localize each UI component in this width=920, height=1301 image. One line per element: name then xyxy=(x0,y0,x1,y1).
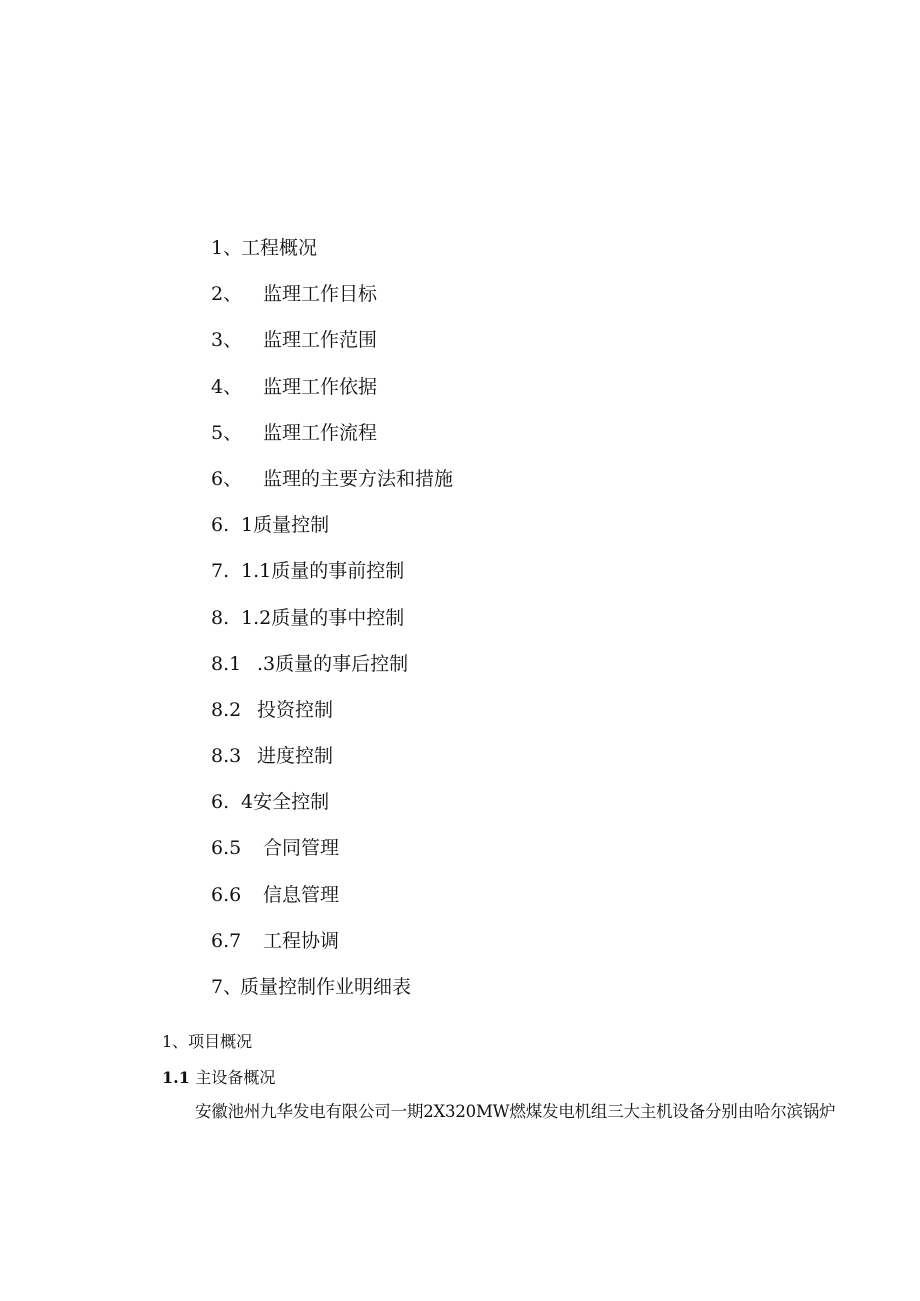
toc-entry-number: 6.5 xyxy=(211,837,242,860)
toc-entry-number: 8.3 xyxy=(211,745,242,768)
toc-entry-number: 6、 xyxy=(211,467,243,490)
toc-entry-title: 进度控制 xyxy=(257,745,334,768)
toc-entry-title: 监理工作依据 xyxy=(263,375,378,398)
subsection-heading xyxy=(162,1065,275,1088)
toc-entry-title: 信息管理 xyxy=(263,883,340,906)
toc-entry-number: 4、 xyxy=(211,375,243,398)
toc-entry-number: 6. xyxy=(211,791,230,814)
toc-entry-title: 监理的主要方法和措施 xyxy=(263,467,454,490)
toc-entry xyxy=(211,464,453,510)
toc-entry-number: 6. xyxy=(211,514,230,537)
toc-entry-title: 4安全控制 xyxy=(241,791,330,814)
toc-entry-number: 6.6 xyxy=(211,883,242,906)
toc-entry-title: 质量控制作业明细表 xyxy=(240,976,412,998)
toc-entry-title: 1质量控制 xyxy=(241,514,330,537)
toc-entry xyxy=(211,695,453,741)
toc-entry-number: 5、 xyxy=(211,421,243,444)
toc-entry-title: 投资控制 xyxy=(257,698,334,721)
toc-entry-title: 监理工作目标 xyxy=(263,283,378,306)
toc-entry xyxy=(211,233,453,279)
body-paragraph: 安徽池州九华发电有限公司一期2X320MW燃煤发电机组三大主机设备分别由哈尔滨锅炉 xyxy=(195,1102,836,1121)
toc-entry xyxy=(211,880,453,926)
toc-entry-title: 1.2质量的事中控制 xyxy=(241,606,405,629)
table-of-contents xyxy=(211,233,453,1018)
toc-entry xyxy=(211,418,453,464)
toc-entry-number: 8.2 xyxy=(211,698,242,721)
toc-entry xyxy=(211,972,453,1018)
toc-entry xyxy=(211,372,453,418)
toc-entry-number: 7. xyxy=(211,560,230,583)
toc-entry-title: 工程协调 xyxy=(263,929,340,952)
toc-entry-title: 工程概况 xyxy=(241,237,318,259)
toc-entry xyxy=(211,833,453,879)
toc-entry-number: 6.7 xyxy=(211,929,242,952)
toc-entry-title: 监理工作流程 xyxy=(263,421,378,444)
toc-entry xyxy=(211,325,453,371)
toc-entry-title: 监理工作范围 xyxy=(263,329,378,352)
toc-entry-number: 8. xyxy=(211,606,230,629)
toc-entry xyxy=(211,279,453,325)
toc-entry xyxy=(211,510,453,556)
toc-entry-number: 8.1 xyxy=(211,652,242,675)
toc-entry-title: 1.1质量的事前控制 xyxy=(241,560,405,583)
toc-entry-number: 7、 xyxy=(211,976,243,998)
toc-entry-title: .3质量的事后控制 xyxy=(257,652,409,675)
toc-entry xyxy=(211,741,453,787)
toc-entry xyxy=(211,649,453,695)
section-heading: 1、项目概况 xyxy=(162,1032,253,1051)
subsection-title: 主设备概况 xyxy=(195,1068,276,1087)
toc-entry xyxy=(211,926,453,972)
toc-entry xyxy=(211,556,453,602)
toc-entry-title: 合同管理 xyxy=(263,837,340,860)
toc-entry-number: 3、 xyxy=(211,329,243,352)
toc-entry xyxy=(211,603,453,649)
subsection-number: 1.1 xyxy=(162,1068,190,1087)
toc-entry-number: 2、 xyxy=(211,283,243,306)
toc-entry-number: 1、 xyxy=(211,237,243,259)
toc-entry xyxy=(211,787,453,833)
